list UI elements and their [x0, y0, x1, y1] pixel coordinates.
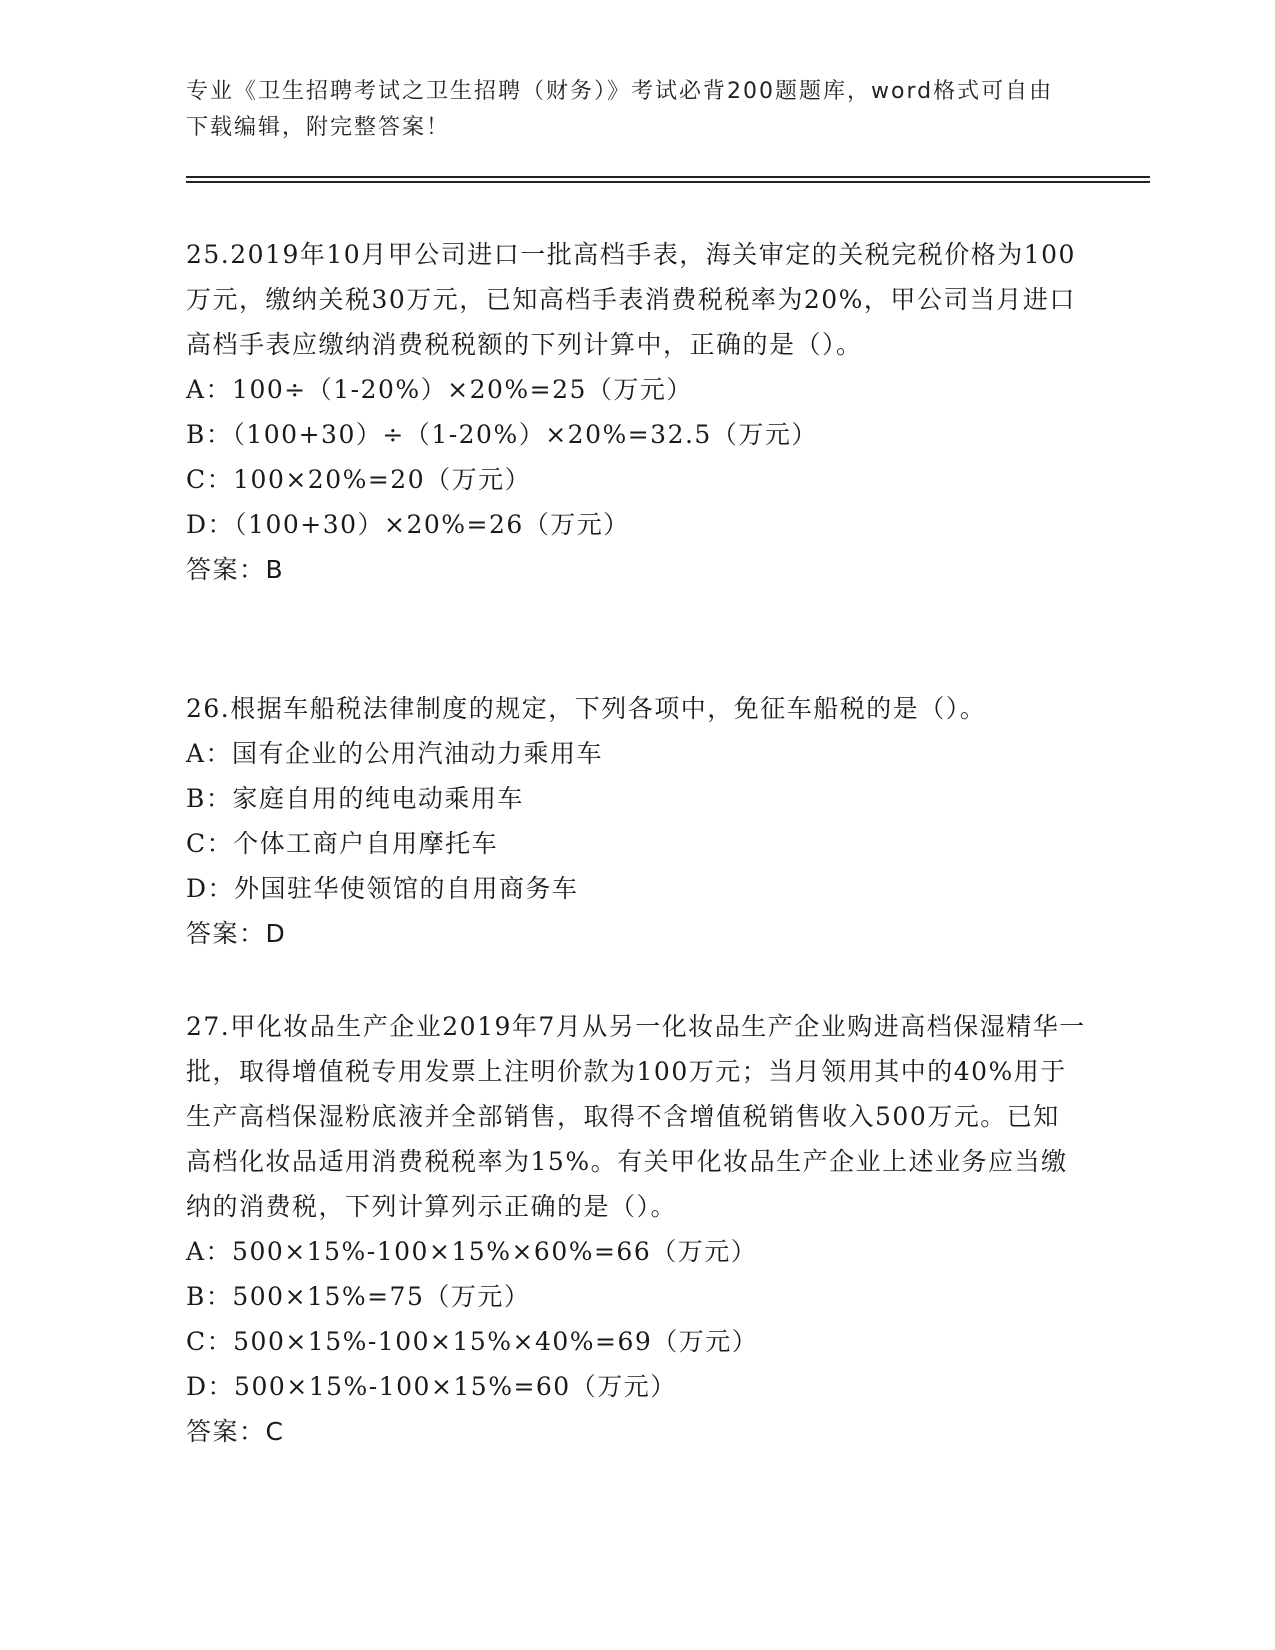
- question-stem: 26.根据车船税法律制度的规定，下列各项中，免征车船税的是（）。: [186, 694, 987, 723]
- question-stem: 27.甲化妆品生产企业2019年7月从另一化妆品生产企业购进高档保湿精华一批，取得增值税专用发票上注明价款为100万元；当月领用其中的40%用于生产高档保湿粉底液并全部销售，取得不含增值税销售收入500万元。已知高档化妆品适用消费税税率为15%。有关甲化妆品生产企业上述业务应当缴纳的消费税，下列计算列示正确的是（）。: [186, 1012, 1086, 1221]
- question-26: [186, 686, 1086, 956]
- option-c: C：个体工商户自用摩托车: [186, 829, 499, 858]
- question-stem: 25.2019年10月甲公司进口一批高档手表，海关审定的关税完税价格为100万元，缴纳关税30万元，已知高档手表消费税税率为20%，甲公司当月进口高档手表应缴纳消费税税额的下列计算中，正确的是（）。: [186, 240, 1076, 359]
- option-a: A：国有企业的公用汽油动力乘用车: [186, 739, 604, 768]
- question-25: [186, 232, 1086, 592]
- answer-label: 答案：B: [186, 555, 285, 584]
- option-b: B：（100+30）÷（1-20%）×20%=32.5（万元）: [186, 420, 818, 449]
- question-27: [186, 1004, 1086, 1454]
- answer-label: 答案：D: [186, 919, 287, 948]
- option-d: D：（100+30）×20%=26（万元）: [186, 510, 630, 539]
- header-divider-top: [186, 176, 1150, 178]
- option-c: C：500×15%-100×15%×40%=69（万元）: [186, 1327, 759, 1356]
- answer-label: 答案：C: [186, 1417, 285, 1446]
- option-b: B：家庭自用的纯电动乘用车: [186, 784, 524, 813]
- option-c: C：100×20%=20（万元）: [186, 465, 532, 494]
- document-header: 专业《卫生招聘考试之卫生招聘（财务）》考试必背200题题库，word格式可自由下载编辑，附完整答案！: [186, 79, 1054, 140]
- option-a: A：100÷（1-20%）×20%=25（万元）: [186, 375, 693, 404]
- option-a: A：500×15%-100×15%×60%=66（万元）: [186, 1237, 758, 1266]
- option-d: D：500×15%-100×15%=60（万元）: [186, 1372, 677, 1401]
- option-b: B：500×15%=75（万元）: [186, 1282, 531, 1311]
- header-divider-bottom: [186, 181, 1150, 183]
- option-d: D：外国驻华使领馆的自用商务车: [186, 874, 579, 903]
